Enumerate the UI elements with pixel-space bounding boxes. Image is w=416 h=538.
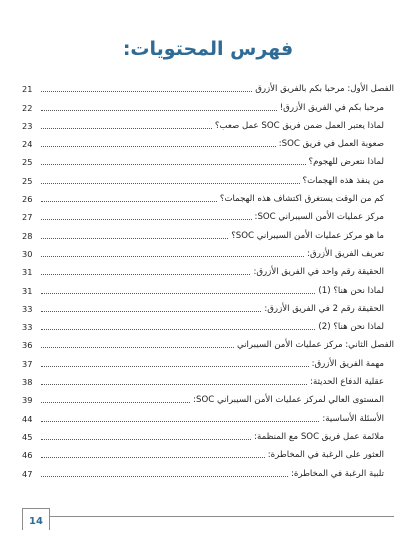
- page-number: 14: [29, 516, 43, 527]
- toc-entry[interactable]: [22, 226, 394, 244]
- toc-entry-page-number: 25: [22, 175, 33, 186]
- dot-leader: [41, 183, 300, 184]
- dot-leader: [41, 311, 261, 312]
- dot-leader: [41, 146, 276, 147]
- toc-entry[interactable]: [22, 446, 394, 464]
- toc-entry[interactable]: [22, 428, 394, 446]
- toc-entry-title: لماذا نتعرض للهجوم؟: [308, 157, 384, 168]
- toc-entry-page-number: 25: [22, 157, 33, 168]
- toc-entry-page-number: 36: [22, 340, 33, 351]
- toc-entry-page-number: 21: [22, 84, 33, 95]
- toc-entry-page-number: 26: [22, 194, 33, 205]
- dot-leader: [41, 329, 315, 330]
- toc-entry[interactable]: [22, 245, 394, 263]
- toc-entry-page-number: 46: [22, 450, 33, 461]
- page-number-tab: [22, 508, 50, 530]
- toc-entry-page-number: 39: [22, 395, 33, 406]
- toc-entry-title: من ينفذ هذه الهجمات؟: [302, 175, 384, 186]
- toc-entry-page-number: 30: [22, 248, 33, 259]
- toc-list: [22, 80, 394, 483]
- toc-entry-title: لماذا نحن هنا؟ (1): [318, 285, 384, 296]
- dot-leader: [41, 201, 217, 202]
- toc-entry-title: الفصل الأول: مرحبا بكم بالفريق الأزرق: [255, 84, 394, 95]
- toc-entry-title: الأسئلة الأساسية:: [322, 413, 384, 424]
- toc-entry-title: مركز عمليات الأمن السيبراني SOC:: [254, 212, 384, 223]
- dot-leader: [41, 238, 228, 239]
- toc-entry-title: تعريف الفريق الأزرق:: [307, 248, 384, 259]
- toc-entry-title: لماذا يعتبر العمل ضمن فريق SOC عمل صعب؟: [214, 120, 384, 131]
- toc-entry-page-number: 45: [22, 431, 33, 442]
- footer-divider: [22, 516, 394, 517]
- toc-entry[interactable]: [22, 409, 394, 427]
- toc-entry-title: لماذا نحن هنا؟ (2): [318, 322, 384, 333]
- dot-leader: [41, 402, 190, 403]
- toc-entry-page-number: 24: [22, 139, 33, 150]
- toc-entry[interactable]: [22, 373, 394, 391]
- toc-entry-page-number: 44: [22, 413, 33, 424]
- toc-entry-page-number: 38: [22, 377, 33, 388]
- dot-leader: [41, 256, 304, 257]
- toc-entry-title: مهمة الفريق الأزرق:: [311, 358, 384, 369]
- toc-entry-title: صعوبة العمل في فريق SOC:: [278, 139, 384, 150]
- dot-leader: [41, 476, 288, 477]
- dot-leader: [41, 439, 251, 440]
- toc-entry-title: الحقيقة رقم 2 في الفريق الأزرق:: [264, 303, 384, 314]
- toc-entry[interactable]: [22, 318, 394, 336]
- toc-entry-page-number: 33: [22, 303, 33, 314]
- toc-entry-title: المستوى العالي لمركز عمليات الأمن السيبراني SOC:: [193, 395, 384, 406]
- toc-entry[interactable]: [22, 153, 394, 171]
- toc-entry[interactable]: [22, 171, 394, 189]
- dot-leader: [41, 91, 252, 92]
- toc-entry-title: تلبية الرغبة في المخاطرة:: [290, 468, 384, 479]
- toc-entry-page-number: 28: [22, 230, 33, 241]
- toc-entry[interactable]: [22, 208, 394, 226]
- dot-leader: [41, 384, 307, 385]
- toc-entry[interactable]: [22, 98, 394, 116]
- toc-entry[interactable]: [22, 391, 394, 409]
- toc-entry[interactable]: [22, 354, 394, 372]
- dot-leader: [41, 421, 319, 422]
- toc-entry-title: العثور على الرغبة في المخاطرة:: [267, 450, 384, 461]
- toc-entry-title: الحقيقة رقم واحد في الفريق الأزرق:: [253, 267, 384, 278]
- toc-entry-title: كم من الوقت يستغرق اكتشاف هذه الهجمات؟: [219, 194, 384, 205]
- dot-leader: [41, 164, 306, 165]
- dot-leader: [41, 457, 265, 458]
- toc-entry-page-number: 27: [22, 212, 33, 223]
- toc-entry[interactable]: [22, 281, 394, 299]
- toc-entry[interactable]: [22, 300, 394, 318]
- toc-entry-page-number: 22: [22, 102, 33, 113]
- dot-leader: [41, 274, 250, 275]
- toc-entry-page-number: 31: [22, 285, 33, 296]
- toc-entry-title: الفصل الثاني: مركز عمليات الأمن السيبراني: [236, 340, 394, 351]
- toc-entry-page-number: 37: [22, 358, 33, 369]
- toc-entry[interactable]: [22, 135, 394, 153]
- dot-leader: [41, 110, 277, 111]
- toc-entry[interactable]: [22, 80, 394, 98]
- toc-entry-page-number: 31: [22, 267, 33, 278]
- toc-entry-page-number: 33: [22, 322, 33, 333]
- dot-leader: [41, 293, 315, 294]
- toc-entry-title: مرحبا بكم في الفريق الأزرق!: [279, 102, 384, 113]
- toc-entry[interactable]: [22, 190, 394, 208]
- dot-leader: [41, 366, 309, 367]
- dot-leader: [41, 347, 234, 348]
- toc-entry[interactable]: [22, 117, 394, 135]
- toc-entry[interactable]: [22, 336, 394, 354]
- toc-entry[interactable]: [22, 263, 394, 281]
- toc-entry-page-number: 47: [22, 468, 33, 479]
- toc-entry[interactable]: [22, 464, 394, 482]
- toc-entry-title: عقلية الدفاع الحديثة:: [310, 377, 384, 388]
- toc-entry-title: ما هو مركز عمليات الأمن السيبراني SOC؟: [231, 230, 384, 241]
- toc-entry-title: ملائمة عمل فريق SOC مع المنظمة:: [254, 431, 384, 442]
- toc-entry-page-number: 23: [22, 120, 33, 131]
- dot-leader: [41, 219, 252, 220]
- dot-leader: [41, 128, 212, 129]
- toc-title: فهرس المحتويات:: [122, 38, 294, 60]
